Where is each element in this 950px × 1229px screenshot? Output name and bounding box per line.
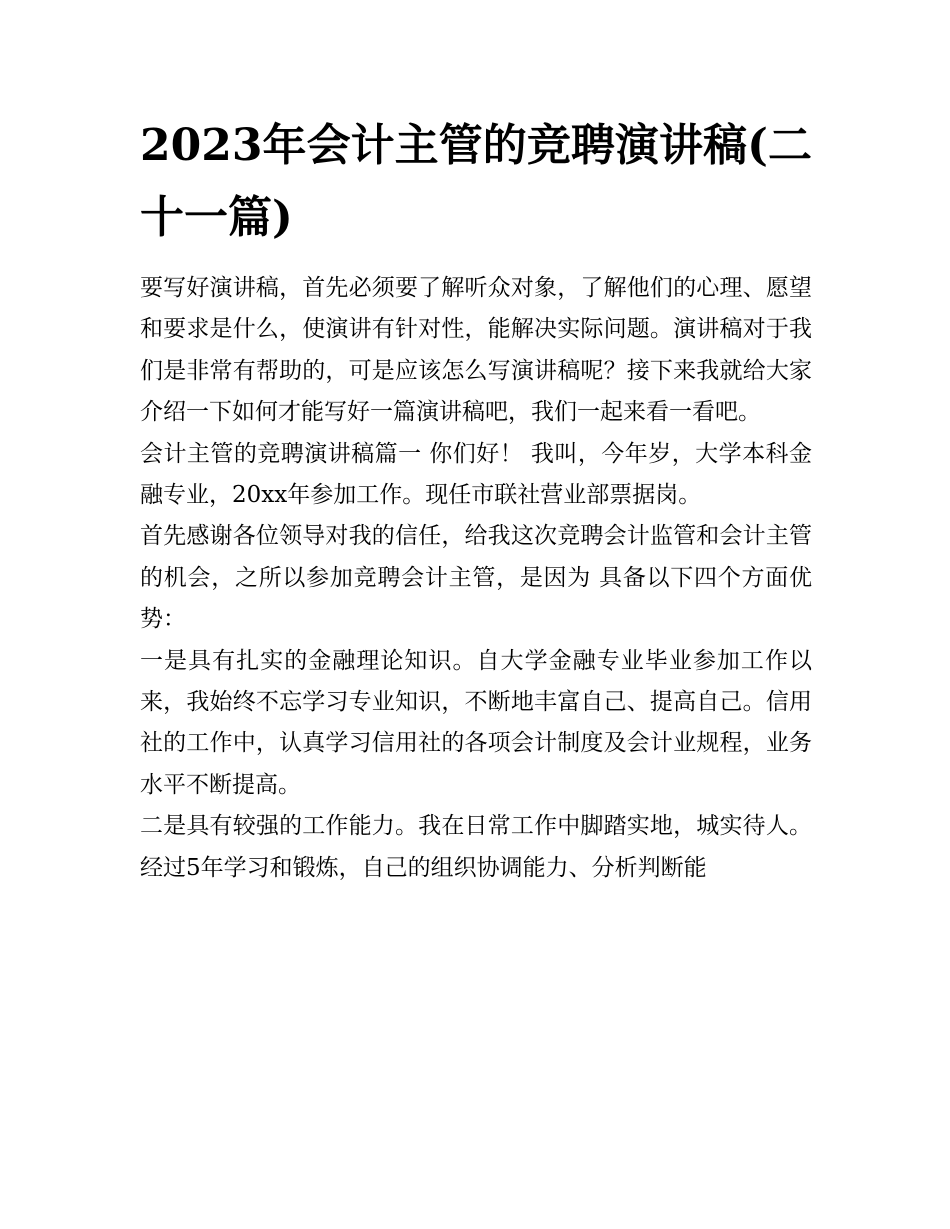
paragraph-point-two: 二是具有较强的工作能力。我在日常工作中脚踏实地，城实待人。经过5年学习和锻炼，自己的组织协调能力、分析判断能 xyxy=(140,813,812,881)
paragraph-intro: 要写好演讲稿，首先必须要了解听众对象，了解他们的心理、愿望和要求是什么，使演讲有针对性，能解决实际问题。演讲稿对于我们是非常有帮助的，可是应该怎么写演讲稿呢？接下来我就给大家介绍一下如何才能写好一篇演讲稿吧，我们一起来看一看吧。 xyxy=(140,275,812,426)
document-page xyxy=(140,110,812,889)
document-title: 2023年会计主管的竞聘演讲稿(二十一篇) xyxy=(140,120,812,243)
paragraph-section-one: 会计主管的竞聘演讲稿篇一 你们好！ 我叫，今年岁，大学本科金融专业，20xx年参加工作。现任市联社营业部票据岗。 xyxy=(140,440,812,509)
document-body xyxy=(140,268,812,889)
paragraph-point-one: 一是具有扎实的金融理论知识。自大学金融专业毕业参加工作以来，我始终不忘学习专业知识，不断地丰富自己、提高自己。信用社的工作中，认真学习信用社的各项会计制度及会计业规程，业务水平不断提高。 xyxy=(140,647,812,798)
paragraph-thanks: 首先感谢各位领导对我的信任，给我这次竞聘会计监管和会计主管的机会，之所以参加竞聘会计主管，是因为 具备以下四个方面优势： xyxy=(140,523,812,633)
